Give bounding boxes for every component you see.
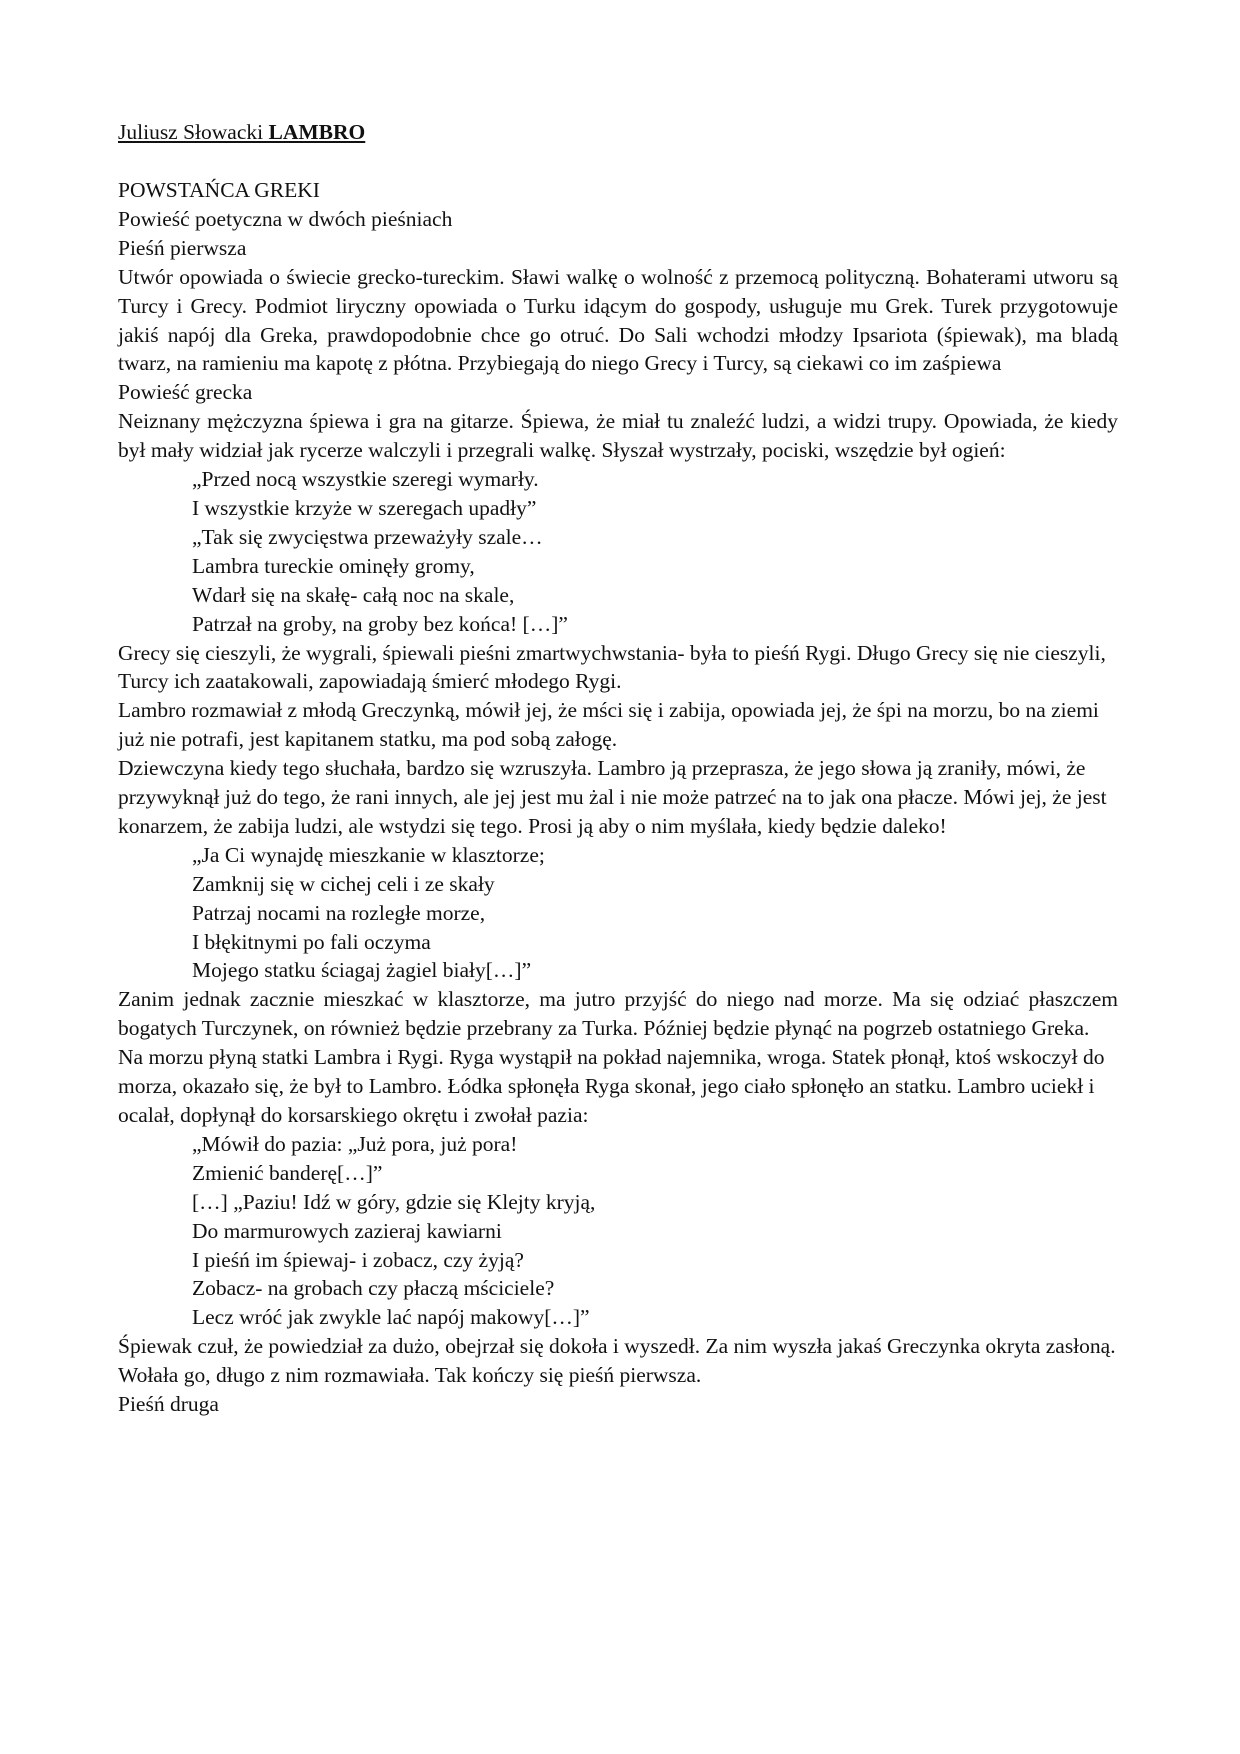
verse-line: Patrzaj nocami na rozległe morze,: [192, 900, 486, 925]
verse-line: Zobacz- na grobach czy płaczą mściciele?: [192, 1276, 555, 1301]
verse-line: Lambra tureckie ominęły gromy,: [192, 553, 475, 578]
verse-line: I pieśń im śpiewaj- i zobacz, czy żyją?: [192, 1247, 524, 1272]
verse-line: Zmienić banderę[…]”: [192, 1160, 383, 1185]
section-heading: Powieść grecka: [118, 380, 253, 405]
verse-line: „Ja Ci wynajdę mieszkanie w klasztorze;: [192, 842, 545, 867]
part-one-heading: Pieśń pierwsza: [118, 235, 247, 260]
verse-line: Patrzał na groby, na groby bez końca! […]”: [192, 611, 568, 636]
verse-line: „Przed nocą wszystkie szeregi wymarły.: [192, 467, 539, 492]
paragraph-ending: Śpiewak czuł, że powiedział za dużo, obejrzał się dokoła i wyszedł. Za nim wyszła jakaś Greczynka okryta zasłoną. Wołała go, długo z nim rozmawiała. Tak kończy się pieśń pierwsza.: [118, 1334, 1116, 1388]
paragraph-singer: Neiznany mężczyzna śpiewa i gra na gitarze. Śpiewa, że miał tu znaleźć ludzi, a widzi trupy. Opowiada, że kiedy był mały widział jak rycerze walczyli i przegrali walkę. Słyszał wystrzały, pociski, wszędzie był ogień:: [118, 409, 1118, 463]
part-two-heading: Pieśń druga: [118, 1392, 219, 1417]
verse-line: Mojego statku ściagaj żagiel biały[…]”: [192, 958, 532, 983]
verse-line: Lecz wróć jak zwykle lać napój makowy[…]”: [192, 1305, 590, 1330]
verse-quote-2: [118, 841, 1118, 986]
blank-line: [118, 147, 1118, 176]
paragraph-greeks: Grecy się cieszyli, że wygrali, śpiewali pieśni zmartwychwstania- była to pieśń Rygi. Długo Grecy się nie cieszyli, Turcy ich zaatakowali, zapowiadają śmierć młodego Rygi.: [118, 640, 1106, 694]
paragraph-plan: Zanim jednak zacznie mieszkać w klasztorze, ma jutro przyjść do niego nad morze. Ma się odziać płaszczem bogatych Turczynek, on również będzie przebrany za Turka. Później będzie płynąć na pogrzeb ostatniego Greka.: [118, 987, 1118, 1041]
paragraph-lambro-talk: Lambro rozmawiał z młodą Greczynką, mówił jej, że mści się i zabija, opowiada jej, że śpi na morzu, bo na ziemi już nie potrafi, jest kapitanem statku, ma pod sobą załogę.: [118, 698, 1099, 752]
paragraph-sea-battle: Na morzu płyną statki Lambra i Rygi. Ryga wystąpił na pokład najemnika, wroga. Statek płonął, ktoś wskoczył do morza, okazało się, że był to Lambro. Łódka spłonęła Ryga skonał, jego ciało spłonęło an statku. Lambro uciekł i ocalał, dopłynął do korsarskiego okrętu i zwołał pazia:: [118, 1045, 1105, 1127]
title-author: Juliusz Słowacki: [118, 120, 269, 144]
verse-line: I błękitnymi po fali oczyma: [192, 929, 431, 954]
verse-line: „Mówił do pazia: „Już pora, już pora!: [192, 1131, 518, 1156]
verse-quote-1: [118, 465, 1118, 638]
verse-line: Zamknij się w cichej celi i ze skały: [192, 871, 495, 896]
verse-line: „Tak się zwycięstwa przeważyły szale…: [192, 524, 543, 549]
verse-line: Wdarł się na skałę- całą noc na skale,: [192, 582, 515, 607]
document-body: [118, 118, 1118, 1419]
verse-line: I wszystkie krzyże w szeregach upadły”: [192, 495, 537, 520]
paragraph-intro: Utwór opowiada o świecie grecko-tureckim. Sławi walkę o wolność z przemocą polityczną. Bohaterami utworu są Turcy i Grecy. Podmiot liryczny opowiada o Turku idącym do gospody, usługuje mu Grek. Turek przygotowuje jakiś napój dla Greka, prawdopodobnie chce go otruć. Do Sali wchodzi młodzy Ipsariota (śpiewak), ma bladą twarz, na ramieniu ma kapotę z płótna. Przybiegają do niego Grecy i Turcy, są ciekawi co im zaśpiewa: [118, 264, 1118, 376]
paragraph-girl: Dziewczyna kiedy tego słuchała, bardzo się wzruszyła. Lambro ją przeprasza, że jego słowa ją zraniły, mówi, że przywyknął już do tego, że rani innych, ale jej jest mu żal i nie może patrzeć na to jak ona płacze. Mówi jej, że jest konarzem, że zabija ludzi, ale wstydzi się tego. Prosi ją aby o nim myślała, kiedy będzie daleko!: [118, 756, 1107, 838]
subtitle: POWSTAŃCA GREKI: [118, 178, 320, 202]
verse-line: […] „Paziu! Idź w góry, gdzie się Klejty kryją,: [192, 1189, 596, 1214]
verse-quote-3: [118, 1130, 1118, 1332]
genre-line: Powieść poetyczna w dwóch pieśniach: [118, 206, 453, 231]
document-title: [118, 118, 1118, 147]
verse-line: Do marmurowych zazieraj kawiarni: [192, 1218, 502, 1243]
title-work: LAMBRO: [268, 120, 366, 144]
